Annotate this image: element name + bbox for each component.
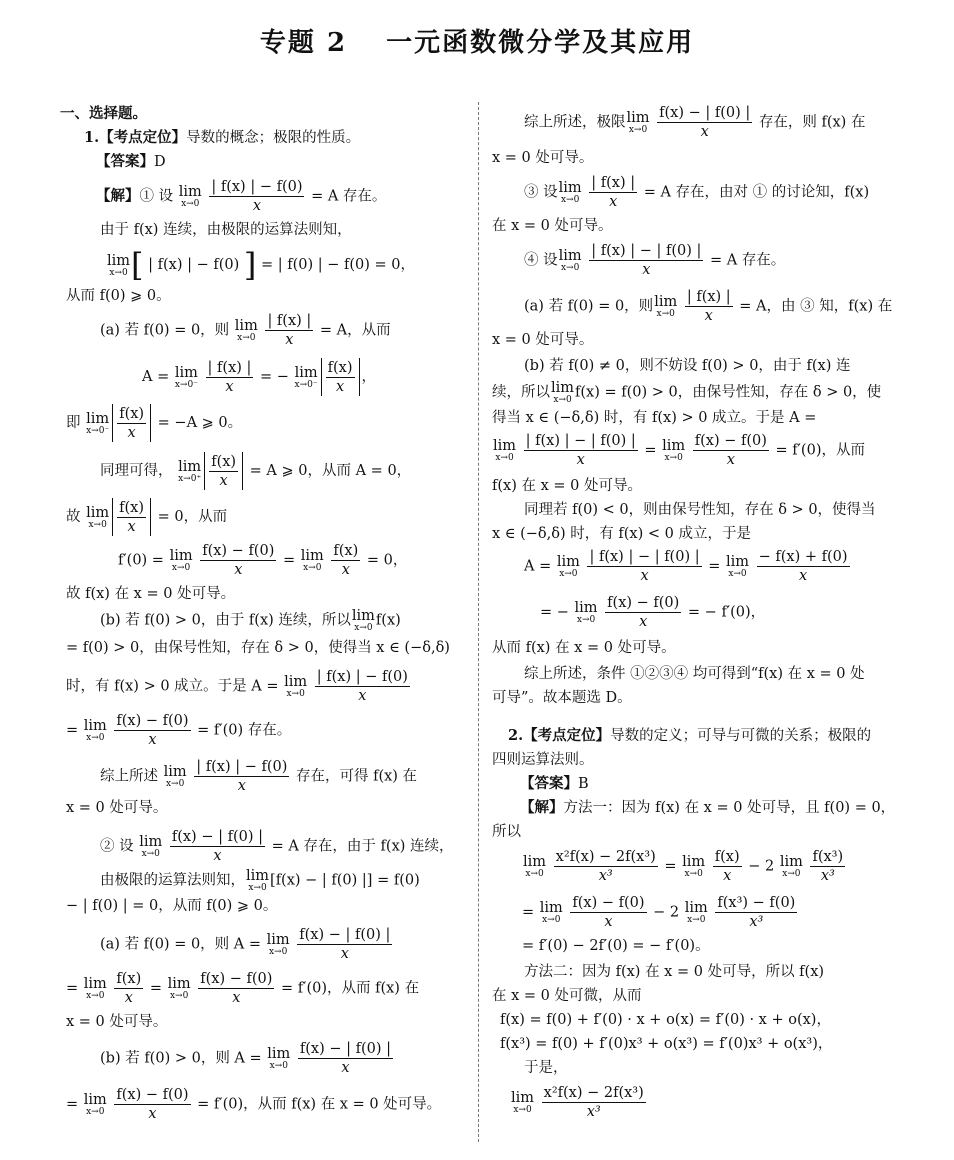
- answer-label: 【答案】: [520, 775, 578, 792]
- solution-label: 【解】: [96, 187, 140, 205]
- limit: lim x→0: [178, 184, 202, 209]
- q1-answer: [96, 152, 166, 172]
- equation-line: 综上所述 lim x→0 $\frac{| f(x) | - f(0)}{x}$ 存在，可得 f(x) 在: [100, 759, 418, 794]
- text-line: 【解】方法一：因为 f(x) 在 x = 0 处可导，且 f(0) = 0，: [520, 799, 896, 816]
- text-line: f(x) 在 x = 0 处可导。: [492, 478, 642, 494]
- text-line: 在 x = 0 处可微，从而: [492, 988, 642, 1004]
- equation-line: ② 设 lim x→0 $\frac{f(x) - | f(0) |}{x}$ = A 存在，由于 f(x) 连续，: [100, 829, 454, 864]
- text-line: − | f(0) | = 0，从而 f(0) ⩾ 0。: [66, 898, 278, 914]
- text-line: 于是，: [524, 1060, 568, 1076]
- answer-value: D: [154, 154, 166, 170]
- equation-line: (a) 若 f(0) = 0，则 A = lim x→0 $\frac{f(x) - | f(0) |}{x}$: [100, 927, 391, 962]
- q1-label: 1.【考点定位】: [84, 129, 187, 146]
- equation-line: = lim x→0 $\frac{f(x) - f(0)}{x}$ = f′(0) 存在。: [66, 713, 292, 748]
- text-line: (b) 若 f(0) ≠ 0，则不妨设 f(0) > 0，由于 f(x) 连: [524, 358, 851, 374]
- equation-line: (b) 若 f(0) > 0，由于 f(x) 连续，所以 lim x→0 f(x): [100, 608, 401, 633]
- text-line: 由于 f(x) 连续，由极限的运算法则知，: [100, 222, 352, 238]
- equation-line: ④ 设 lim x→0 $\frac{| f(x) | - | f(0) |}{x}$ = A 存在。: [524, 243, 786, 278]
- equation-line: (a) 若 f(0) = 0，则 lim x→0 $\frac{| f(x) |}{x}$ = A，从而: [100, 313, 391, 348]
- equation-line: 同理可得， lim x→0⁺ $\frac{f(x)}{x}$ = A ⩾ 0，从而 A = 0，: [100, 453, 412, 489]
- text-line: 综上所述，条件 ①②③④ 均可得到“f(x) 在 x = 0 处: [524, 666, 865, 682]
- text-line: 从而 f(x) 在 x = 0 处可导。: [492, 640, 676, 656]
- equation-line: = − lim x→0 $\frac{f(x) - f(0)}{x}$ = − f′(0)，: [540, 595, 766, 630]
- solution-label: 【解】: [520, 799, 564, 816]
- text-line: 所以: [492, 824, 521, 840]
- equation-line: = lim x→0 $\frac{f(x) - f(0)}{x}$ − 2 lim x→0 $\frac{\text{f(x³) − f(0)}}{\text{x³}}$: [522, 895, 796, 930]
- text-line: x ∈ (−δ,δ) 时，有 f(x) < 0 成立，于是: [492, 526, 751, 542]
- q1-topic: 导数的概念；极限的性质。: [186, 130, 361, 146]
- equation-line: (a) 若 f(0) = 0，则 lim x→0 $\frac{| f(x) |}{x}$ = A，由 ③ 知，f(x) 在: [524, 289, 893, 324]
- text-line: 同理若 f(0) < 0，则由保号性知，存在 δ > 0，使得当: [524, 502, 876, 518]
- equation-line: A = lim x→0 $\frac{| f(x) | - | f(0) |}{x}$ = lim x→0 $\frac{- f(x) + f(0)}{x}$: [524, 549, 848, 584]
- equation-line: 续，所以 lim x→0 f(x) = f(0) > 0，由保号性知，存在 δ > 0，使: [492, 380, 882, 405]
- q1-header: [84, 128, 360, 148]
- text-line: x = 0 处可导。: [492, 150, 594, 166]
- section-heading: 一、选择题。: [60, 105, 147, 122]
- text-line: = f(0) > 0，由保号性知，存在 δ > 0，使得当 x ∈ (−δ,δ): [66, 640, 450, 656]
- equation-line: lim x→0 $\frac{\text{x²f(x) − 2f(x³)}}{\text{x³}}$ = lim x→0 $\frac{f(x)}{x}$ − 2 lim x→0 $\frac{\text{f(x³)}}{\text{x³}}$: [523, 849, 844, 884]
- equation-line: 故 lim x→0 $\frac{f(x)}{x}$ = 0，从而: [66, 499, 228, 535]
- equation-line: lim x→0 [ | f(x) | − f(0) ] = | f(0) | − f(0) = 0，: [107, 246, 415, 284]
- equation-line: = lim x→0 $\frac{f(x) - f(0)}{x}$ = f′(0)，从而 f(x) 在 x = 0 处可导。: [66, 1087, 442, 1122]
- column-divider: [478, 102, 479, 1142]
- equation-line: 综上所述，极限 lim x→0 $\frac{f(x) - | f(0) |}{x}$ 存在，则 f(x) 在: [524, 105, 866, 140]
- answer-value: B: [578, 776, 589, 792]
- text-line: 故 f(x) 在 x = 0 处可导。: [66, 586, 236, 602]
- equation-line: = lim x→0 $\frac{f(x)}{x}$ = lim x→0 $\frac{f(x) - f(0)}{x}$ = f′(0)，从而 f(x) 在: [66, 971, 420, 1006]
- equation-line: A = lim x→0⁻ $\frac{| f(x) |}{x}$ = − lim x→0⁻ $\frac{f(x)}{x}$ ，: [142, 359, 376, 395]
- text-line: f(x) = f(0) + f′(0) · x + o(x) = f′(0) · x + o(x)，: [500, 1012, 831, 1028]
- text-line: 在 x = 0 处可导。: [492, 218, 613, 234]
- equation-line: (b) 若 f(0) > 0，则 A = lim x→0 $\frac{f(x) - | f(0) |}{x}$: [100, 1041, 392, 1076]
- q2-answer: [520, 774, 589, 794]
- equation-line: 即 lim x→0⁻ $\frac{f(x)}{x}$ = −A ⩾ 0。: [66, 405, 243, 441]
- q2-label: 2.【考点定位】: [508, 727, 611, 744]
- answer-label: 【答案】: [96, 153, 154, 170]
- text-line: 四则运算法则。: [492, 752, 594, 768]
- text-line: x = 0 处可导。: [492, 332, 594, 348]
- page-title: 专题 2 一元函数微分学及其应用: [259, 28, 695, 58]
- equation-line: 由极限的运算法则知， lim x→0 [f(x) − | f(0) |] = f(0): [100, 868, 420, 893]
- equation-line: 时，有 f(x) > 0 成立。于是 A = lim x→0 $\frac{| f(x) | - f(0)}{x}$: [66, 669, 408, 704]
- equation-line: lim x→0 $\frac{| f(x) | - | f(0) |}{x}$ = lim x→0 $\frac{f(x) - f(0)}{x}$ = f′(0)，从而: [493, 433, 865, 468]
- text-line: f(x³) = f(0) + f′(0)x³ + o(x³) = f′(0)x³ + o(x³)，: [500, 1036, 833, 1052]
- q2-header: [508, 726, 871, 746]
- text-line: = f′(0) − 2f′(0) = − f′(0)。: [522, 938, 710, 954]
- fraction: $\frac{| f(x) | - f(0)}{x}$: [211, 179, 303, 214]
- equation-line: lim x→0 $\frac{\text{x²f(x) − 2f(x³)}}{\text{x³}}$: [511, 1085, 644, 1120]
- q2-topic: 导数的定义；可导与可微的关系；极限的: [610, 728, 872, 744]
- text-line: 方法二：因为 f(x) 在 x = 0 处可导，所以 f(x): [524, 964, 825, 980]
- sol-step-1: 【解】① 设 lim x→0 $\frac{| f(x) | - f(0)}{x}$ = A 存在。: [96, 179, 387, 214]
- equation-line: ③ 设 lim x→0 $\frac{| f(x) |}{x}$ = A 存在，由对 ① 的讨论知，f(x): [524, 175, 870, 210]
- text-line: 从而 f(0) ⩾ 0。: [66, 288, 171, 304]
- equation-line: f′(0) = lim x→0 $\frac{f(x) - f(0)}{x}$ = lim x→0 $\frac{f(x)}{x}$ = 0，: [118, 543, 408, 578]
- text-line: x = 0 处可导。: [66, 1014, 168, 1030]
- text-line: 可导”。故本题选 D。: [492, 690, 632, 706]
- text-line: x = 0 处可导。: [66, 800, 168, 816]
- text-line: 得当 x ∈ (−δ,δ) 时，有 f(x) > 0 成立。于是 A =: [492, 410, 817, 426]
